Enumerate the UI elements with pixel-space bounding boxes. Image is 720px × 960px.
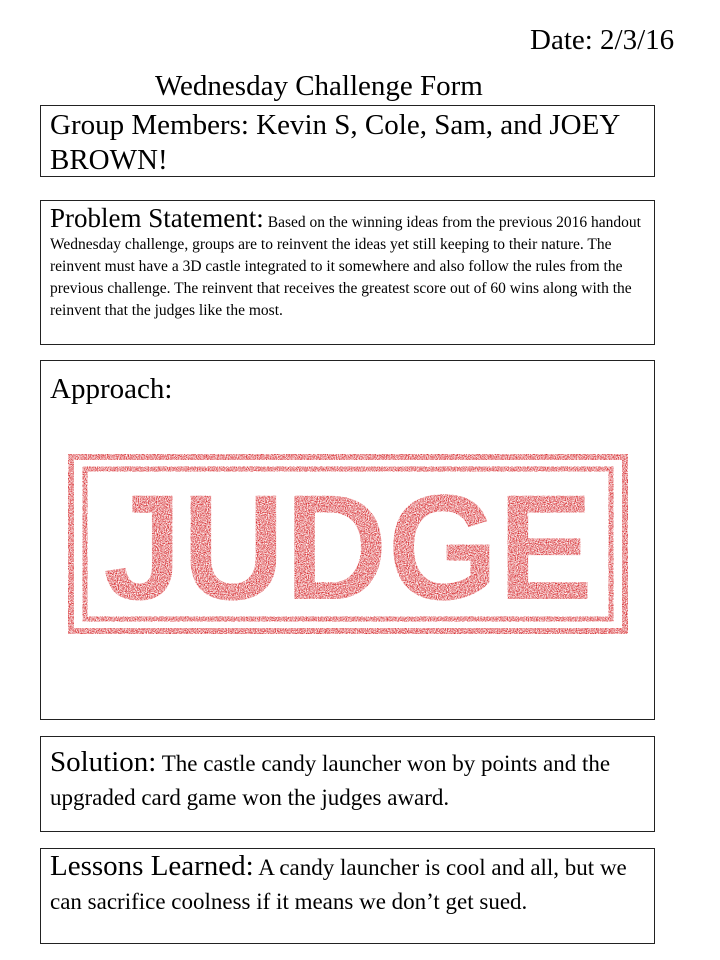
problem-statement-text: Based on the winning ideas from the previous 2016 handout Wednesday challenge, groups are to reinvent the ideas yet still keeping to their nature. The reinvent must have a 3D castle integrated to it somewhere and also follow the rules from the previous challenge. The reinvent that receives the greatest score out of 60 wins along with the reinvent that the judges like the most. — [50, 214, 641, 319]
solution-text: The castle candy launcher won by points and the upgraded card game won the judges award. — [50, 751, 611, 810]
approach-label: Approach: — [50, 373, 173, 405]
solution-label: Solution: — [50, 746, 157, 778]
form-title: Wednesday Challenge Form — [155, 70, 483, 102]
problem-statement-label: Problem Statement: — [50, 203, 264, 233]
date-label: Date: 2/3/16 — [530, 24, 675, 56]
problem-statement-box — [40, 200, 655, 345]
group-members-text: Group Members: Kevin S, Cole, Sam, and JOEY BROWN! — [50, 109, 620, 176]
lessons-learned-label: Lessons Learned: — [50, 850, 254, 882]
group-members-box — [40, 105, 655, 177]
lessons-learned-text: A candy launcher is cool and all, but we can sacrifice coolness if it means we don’t get sued. — [50, 855, 627, 914]
lessons-learned-box — [40, 848, 655, 944]
solution-box — [40, 736, 655, 832]
judge-stamp-image — [63, 449, 633, 639]
stamp-text: JUDGE — [103, 463, 593, 631]
